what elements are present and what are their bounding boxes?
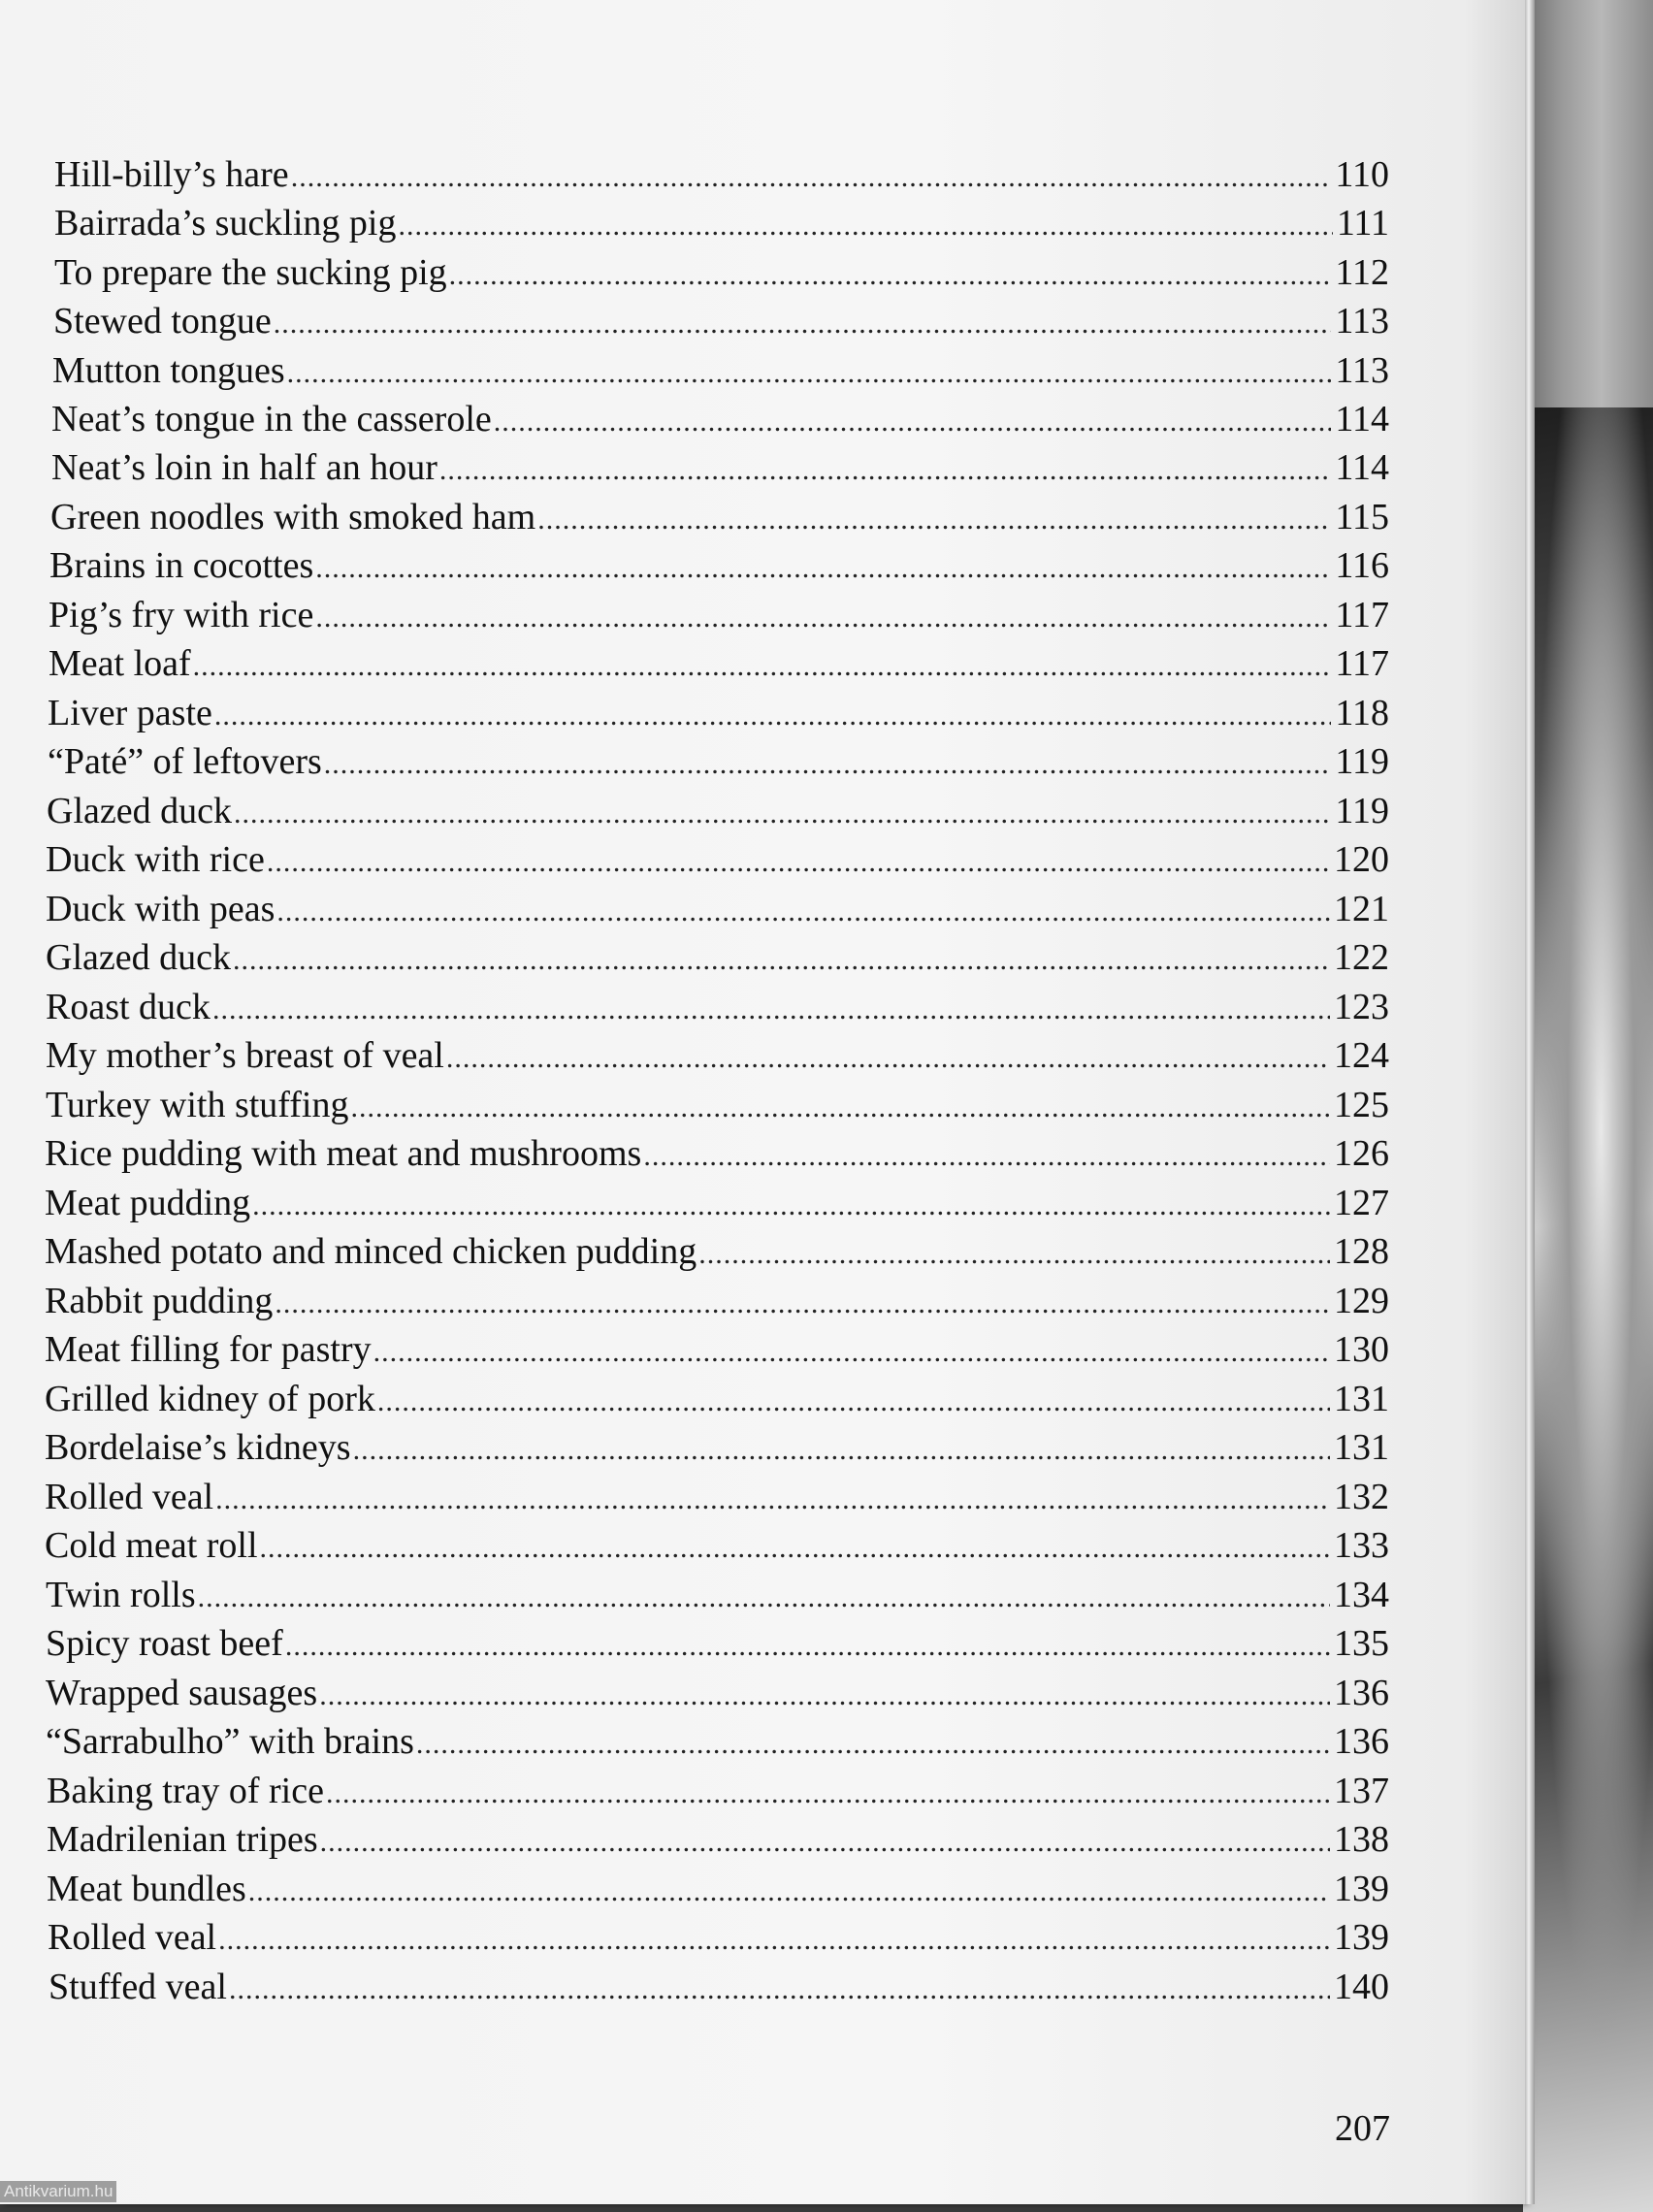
toc-entry-page: 138 (1334, 1819, 1389, 1860)
toc-entry-page: 117 (1335, 643, 1389, 684)
toc-entry-page: 114 (1335, 399, 1389, 439)
toc-entry-title: “Paté” of leftovers (48, 741, 322, 782)
toc-entry-page: 121 (1334, 889, 1389, 929)
toc-entry-page: 136 (1334, 1673, 1389, 1713)
toc-entry-title: Wrapped sausages (46, 1673, 318, 1713)
toc-entry-title: Meat loaf (49, 643, 191, 684)
toc-leader-dots (193, 650, 1332, 683)
toc-entry-page: 135 (1334, 1623, 1389, 1664)
toc-entry-page: 137 (1334, 1771, 1389, 1811)
toc-entry (49, 594, 1389, 638)
toc-entry (50, 496, 1389, 540)
toc-leader-dots (215, 1483, 1330, 1516)
toc-leader-dots (275, 1287, 1330, 1320)
toc-leader-dots (449, 259, 1332, 292)
toc-entry-page: 132 (1334, 1477, 1389, 1517)
toc-entry (46, 1574, 1389, 1618)
toc-entry (46, 986, 1389, 1030)
toc-leader-dots (285, 1630, 1330, 1663)
toc-leader-dots (291, 161, 1332, 194)
toc-entry-title: Mashed potato and minced chicken pudding (45, 1231, 697, 1272)
toc-entry (45, 1524, 1389, 1569)
toc-entry-title: Green noodles with smoked ham (50, 497, 536, 537)
toc-entry-page: 119 (1335, 741, 1389, 782)
toc-entry (46, 1720, 1389, 1765)
toc-entry-title: Roast duck (46, 987, 211, 1027)
toc-leader-dots (494, 406, 1332, 439)
toc-entry (46, 1034, 1389, 1079)
toc-entry-page: 128 (1334, 1231, 1389, 1272)
toc-entry-page: 125 (1334, 1085, 1389, 1125)
toc-entry-page: 133 (1334, 1525, 1389, 1566)
toc-leader-dots (212, 993, 1330, 1026)
toc-entry (48, 740, 1389, 785)
toc-entry-page: 127 (1334, 1183, 1389, 1223)
toc-leader-dots (416, 1728, 1330, 1761)
toc-entry-title: Madrilenian tripes (47, 1819, 318, 1860)
toc-entry (45, 1328, 1389, 1373)
toc-leader-dots (260, 1532, 1330, 1565)
toc-leader-dots (350, 1091, 1330, 1124)
toc-entry (47, 1818, 1389, 1863)
toc-entry-title: Neat’s tongue in the casserole (51, 399, 492, 439)
toc-leader-dots (315, 552, 1331, 585)
toc-leader-dots (353, 1434, 1330, 1467)
toc-leader-dots (319, 1679, 1330, 1712)
toc-entry-page: 118 (1335, 693, 1389, 733)
toc-entry-page: 124 (1334, 1035, 1389, 1076)
toc-entry (45, 1280, 1389, 1324)
toc-entry (46, 936, 1389, 981)
toc-entry-page: 119 (1335, 791, 1389, 831)
toc-entry (45, 1426, 1389, 1471)
toc-entry (46, 1672, 1389, 1716)
toc-entry (54, 153, 1389, 198)
toc-leader-dots (274, 308, 1332, 341)
toc-entry (51, 446, 1389, 491)
toc-entry-page: 117 (1335, 595, 1389, 635)
toc-leader-dots (234, 797, 1331, 830)
toc-entry-page: 122 (1334, 937, 1389, 978)
toc-entry-page: 111 (1336, 203, 1389, 244)
toc-entry-title: Stewed tongue (53, 301, 272, 342)
toc-leader-dots (287, 357, 1332, 390)
toc-leader-dots (214, 699, 1332, 732)
toc-entry (46, 1622, 1389, 1667)
toc-entry (49, 642, 1389, 687)
toc-leader-dots (643, 1140, 1330, 1173)
toc-entry-page: 123 (1334, 987, 1389, 1027)
toc-entry-title: Brains in cocottes (49, 545, 314, 586)
toc-entry-page: 112 (1335, 252, 1389, 293)
toc-entry (45, 1132, 1389, 1177)
toc-entry-page: 136 (1334, 1721, 1389, 1762)
toc-leader-dots (698, 1238, 1330, 1271)
toc-leader-dots (218, 1924, 1330, 1957)
toc-entry-title: My mother’s breast of veal (46, 1035, 444, 1076)
toc-entry (45, 1182, 1389, 1226)
toc-entry-title: Duck with peas (46, 889, 276, 929)
toc-leader-dots (377, 1385, 1330, 1418)
toc-entry-page: 134 (1334, 1575, 1389, 1615)
toc-entry (45, 1378, 1389, 1422)
toc-entry-title: Baking tray of rice (47, 1771, 324, 1811)
toc-entry-title: Glazed duck (46, 937, 231, 978)
toc-entry-page: 126 (1334, 1133, 1389, 1174)
toc-entry-title: Rolled veal (45, 1477, 214, 1517)
toc-entry-title: Hill-billy’s hare (54, 154, 289, 195)
toc-leader-dots (229, 1973, 1330, 2006)
toc-leader-dots (267, 846, 1330, 879)
toc-entry (48, 692, 1389, 736)
toc-entry (49, 544, 1389, 589)
toc-entry-page: 114 (1335, 447, 1389, 488)
toc-entry-title: Rolled veal (48, 1917, 217, 1958)
toc-leader-dots (446, 1042, 1330, 1075)
toc-entry-title: Cold meat roll (45, 1525, 258, 1566)
toc-entry (45, 1476, 1389, 1520)
toc-leader-dots (324, 748, 1332, 781)
toc-entry-page: 130 (1334, 1329, 1389, 1370)
toc-entry (47, 1868, 1389, 1912)
toc-entry-title: Rabbit pudding (45, 1281, 274, 1321)
toc-entry-page: 131 (1334, 1379, 1389, 1419)
toc-entry-title: Bairrada’s suckling pig (54, 203, 397, 244)
toc-leader-dots (373, 1336, 1330, 1369)
toc-leader-dots (276, 895, 1330, 928)
toc-entry-title: Bordelaise’s kidneys (45, 1427, 351, 1468)
toc-leader-dots (233, 944, 1330, 977)
toc-entry-title: Rice pudding with meat and mushrooms (45, 1133, 642, 1174)
toc-entry-title: To prepare the sucking pig (54, 252, 447, 293)
toc-entry (46, 1084, 1389, 1128)
toc-leader-dots (320, 1826, 1330, 1859)
toc-entry-title: Mutton tongues (52, 350, 285, 391)
toc-leader-dots (198, 1581, 1330, 1614)
toc-entry-title: Meat filling for pastry (45, 1329, 372, 1370)
toc-entry (45, 1230, 1389, 1275)
toc-entry (49, 1966, 1389, 2010)
toc-entry (46, 888, 1389, 932)
toc-entry-page: 115 (1335, 497, 1389, 537)
background-photo (1523, 407, 1653, 2212)
toc-leader-dots (248, 1875, 1330, 1908)
toc-entry (48, 1916, 1389, 1961)
toc-leader-dots (315, 602, 1331, 634)
toc-entry (51, 398, 1389, 442)
toc-entry-title: Twin rolls (46, 1575, 196, 1615)
toc-entry-title: Liver paste (48, 693, 212, 733)
toc-entry (53, 300, 1389, 344)
toc-entry-title: Turkey with stuffing (46, 1085, 349, 1125)
toc-entry (47, 1770, 1389, 1814)
toc-entry-title: Grilled kidney of pork (45, 1379, 375, 1419)
toc-entry (46, 838, 1389, 883)
toc-entry-title: Pig’s fry with rice (49, 595, 314, 635)
toc-entry-page: 131 (1334, 1427, 1389, 1468)
toc-entry (52, 349, 1389, 394)
toc-entry-title: Spicy roast beef (46, 1623, 283, 1664)
toc-leader-dots (398, 210, 1332, 243)
toc-entry (54, 251, 1389, 296)
toc-entry-title: Meat pudding (45, 1183, 251, 1223)
toc-entry-title: Meat bundles (47, 1869, 246, 1909)
toc-entry-page: 113 (1335, 350, 1389, 391)
watermark: Antikvarium.hu (0, 2181, 116, 2202)
toc-entry-page: 140 (1334, 1967, 1389, 2007)
toc-entry-title: Duck with rice (46, 839, 265, 880)
page-edge (1525, 0, 1535, 2204)
toc-entry-page: 110 (1335, 154, 1389, 195)
toc-leader-dots (537, 504, 1331, 537)
toc-leader-dots (326, 1777, 1330, 1810)
toc-entry-title: “Sarrabulho” with brains (46, 1721, 414, 1762)
toc-entry-title: Glazed duck (47, 791, 232, 831)
toc-entry-page: 139 (1334, 1917, 1389, 1958)
toc-leader-dots (439, 454, 1332, 487)
toc-leader-dots (252, 1189, 1330, 1222)
toc-entry (47, 790, 1389, 834)
toc-entry-page: 120 (1334, 839, 1389, 880)
toc-entry (54, 202, 1389, 246)
toc-entry-title: Stuffed veal (49, 1967, 227, 2007)
toc-entry-page: 139 (1334, 1869, 1389, 1909)
page-number: 207 (1335, 2108, 1390, 2149)
toc-entry-page: 129 (1334, 1281, 1389, 1321)
toc-entry-title: Neat’s loin in half an hour (51, 447, 438, 488)
toc-entry-page: 116 (1335, 545, 1389, 586)
toc-entry-page: 113 (1335, 301, 1389, 342)
